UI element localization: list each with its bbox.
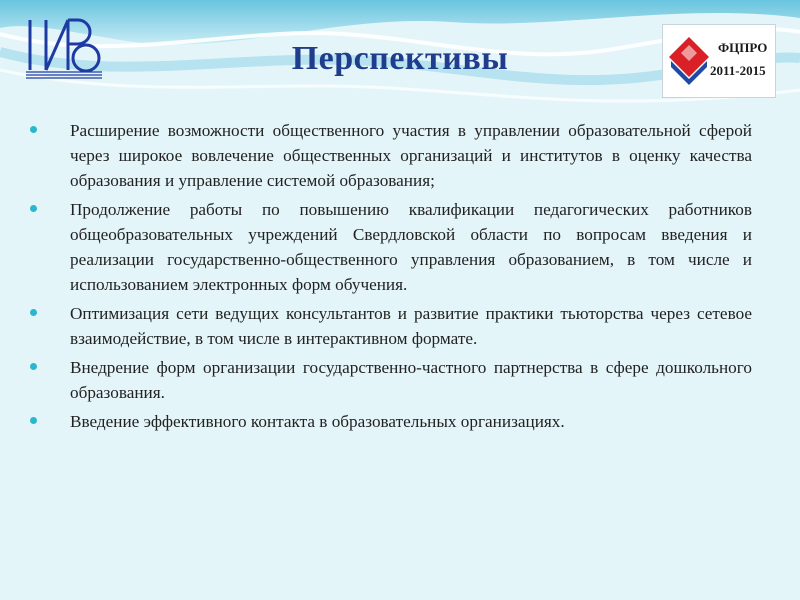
list-item: [70, 355, 752, 405]
list-item: [70, 197, 752, 297]
bullet-dot-icon: [30, 126, 37, 133]
bullet-dot-icon: [30, 363, 37, 370]
fcpro-logo: [662, 24, 776, 98]
list-item: [70, 118, 752, 193]
page-title: Перспективы: [291, 40, 509, 77]
fcpro-diamond-logo-icon: [667, 35, 711, 87]
fcpro-brand-text: ФЦПРО: [718, 40, 768, 55]
list-item: [70, 409, 752, 434]
list-item-text: Введение эффективного контакта в образовательных организациях.: [70, 412, 565, 431]
bullet-list: [70, 118, 752, 438]
list-item-text: Продолжение работы по повышению квалификации педагогических работников общеобразовательных учреждений Свердловской области по вопросам введения и реализации государственно-общественного управления образованием, в том числе и использованием электронных форм обучения.: [70, 200, 752, 294]
bullet-dot-icon: [30, 205, 37, 212]
fcpro-years-text: 2011-2015: [710, 63, 766, 78]
list-item-text: Внедрение форм организации государственно-частного партнерства в сфере дошкольного образования.: [70, 358, 752, 402]
list-item-text: Расширение возможности общественного участия в управлении образовательной сферой через широкое вовлечение общественных организаций и институтов в оценку качества образования и управление системой образования;: [70, 121, 752, 190]
bullet-dot-icon: [30, 417, 37, 424]
list-item-text: Оптимизация сети ведущих консультантов и развитие практики тьюторства через сетевое взаимодействие, в том числе в интерактивном формате.: [70, 304, 752, 348]
bullet-dot-icon: [30, 309, 37, 316]
list-item: [70, 301, 752, 351]
